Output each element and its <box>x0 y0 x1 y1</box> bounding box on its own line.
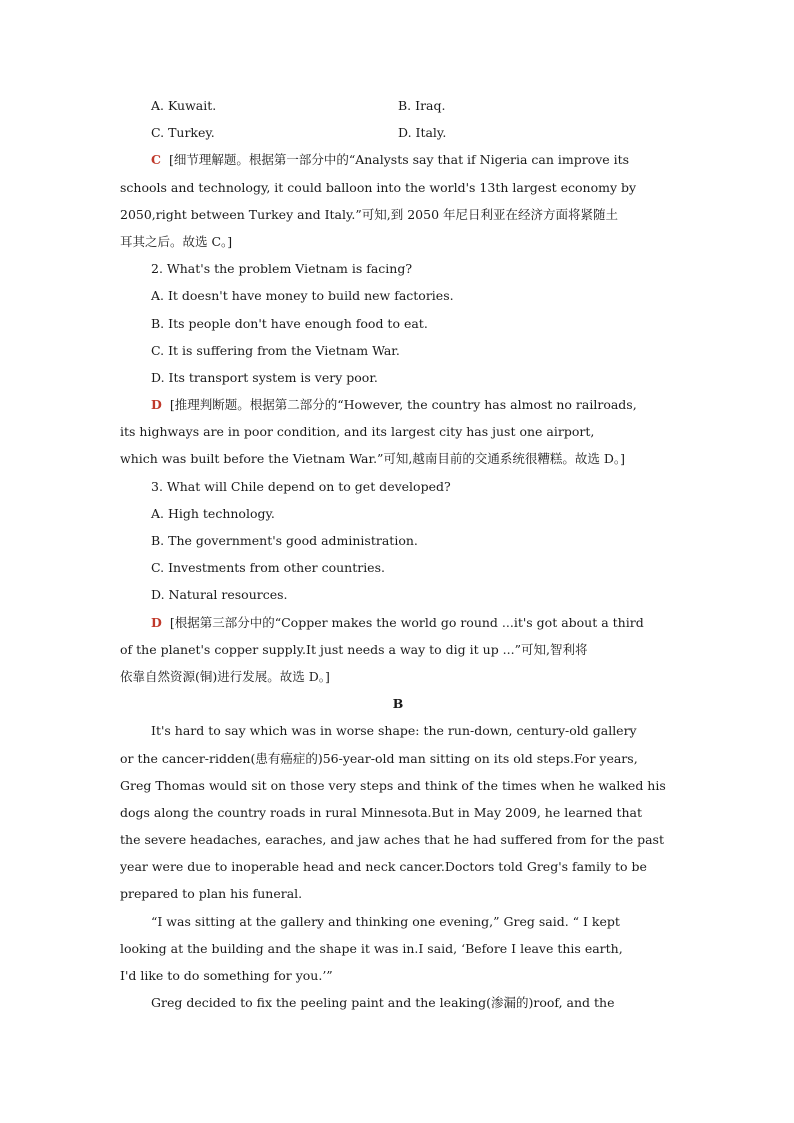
q3-answer-text: [根据第三部分中的“Copper makes the world go round ...it's got about a third <box>169 614 644 630</box>
q1-answer-line-2: schools and technology, it could balloon into the world's 13th largest economy by <box>120 179 637 195</box>
q1-option-d: D. Italy. <box>398 125 447 141</box>
q3-answer-line-1 <box>120 609 676 636</box>
passage-p1-line-1: It's hard to say which was in worse shape: the run-down, century-old gallery <box>151 723 637 739</box>
q1-option-b: B. Iraq. <box>398 98 446 113</box>
q1-answer-line-1 <box>120 146 676 173</box>
passage-p1-line-4: dogs along the country roads in rural Minnesota.But in May 2009, he learned that <box>120 804 643 820</box>
passage-p3-line-1: Greg decided to fix the peeling paint and the leaking(渗漏的)roof, and the <box>151 995 615 1011</box>
q1-answer-line-4: 耳其之后。故选 C。] <box>120 233 233 249</box>
passage-p1-line-3: Greg Thomas would sit on those very steps and think of the times when he walked his <box>120 777 666 793</box>
q2-answer-line-3: which was built before the Vietnam War.”可知,越南目前的交通系统很糟糕。故选 D。] <box>120 451 626 467</box>
section-label: B <box>392 696 404 712</box>
q1-options-row-1 <box>120 92 676 119</box>
passage-p2-line-3: I'd like to do something for you.’” <box>120 968 333 983</box>
passage-p1-line-7: prepared to plan his funeral. <box>120 886 303 902</box>
q3-answer-line-2: of the planet's copper supply.It just needs a way to dig it up ...”可知,智利将 <box>120 641 588 657</box>
q3-question: 3. What will Chile depend on to get developed? <box>151 478 451 494</box>
q3-option-b: B. The government's good administration. <box>151 533 418 548</box>
passage-p1-line-6: year were due to inoperable head and neck cancer.Doctors told Greg's family to be <box>120 859 647 875</box>
document-page <box>120 92 676 1016</box>
q1-option-a: A. Kuwait. <box>151 98 217 113</box>
q2-answer-line-1 <box>120 391 676 418</box>
q2-option-c: C. It is suffering from the Vietnam War. <box>151 342 400 358</box>
q3-answer-line-3: 依靠自然资源(铜)进行发展。故选 D。] <box>120 668 330 684</box>
q2-option-d: D. Its transport system is very poor. <box>151 369 378 385</box>
q1-answer-text: [细节理解题。根据第一部分中的“Analysts say that if Nigeria can improve its <box>168 152 630 168</box>
q3-option-c: C. Investments from other countries. <box>151 560 385 576</box>
q3-option-d: D. Natural resources. <box>151 587 288 603</box>
passage-p1-line-2: or the cancer-ridden(患有癌症的)56-year-old man sitting on its old steps.For years, <box>120 750 638 766</box>
q1-options-row-2 <box>120 119 676 146</box>
q2-option-a: A. It doesn't have money to build new factories. <box>151 288 454 304</box>
q3-answer-letter: D <box>151 614 162 630</box>
passage-p2-line-2: looking at the building and the shape it was in.I said, ‘Before I leave this earth, <box>120 940 623 956</box>
q2-answer-line-2: its highways are in poor condition, and its largest city has just one airport, <box>120 424 595 440</box>
passage-p2-line-1: “I was sitting at the gallery and thinking one evening,” Greg said. “ I kept <box>151 913 620 929</box>
passage-p1-line-5: the severe headaches, earaches, and jaw aches that he had suffered from for the past <box>120 832 664 848</box>
q1-answer-line-3: 2050,right between Turkey and Italy.”可知,到 2050 年尼日利亚在经济方面将紧随土 <box>120 206 619 222</box>
q3-option-a: A. High technology. <box>151 505 275 521</box>
q1-option-c: C. Turkey. <box>151 125 215 141</box>
q2-question: 2. What's the problem Vietnam is facing? <box>151 261 413 277</box>
q2-answer-text: [推理判断题。根据第二部分的“However, the country has almost no railroads, <box>169 397 637 413</box>
q1-answer-letter: C <box>151 152 161 168</box>
q2-answer-letter: D <box>151 397 162 413</box>
q2-option-b: B. Its people don't have enough food to eat. <box>151 315 428 331</box>
